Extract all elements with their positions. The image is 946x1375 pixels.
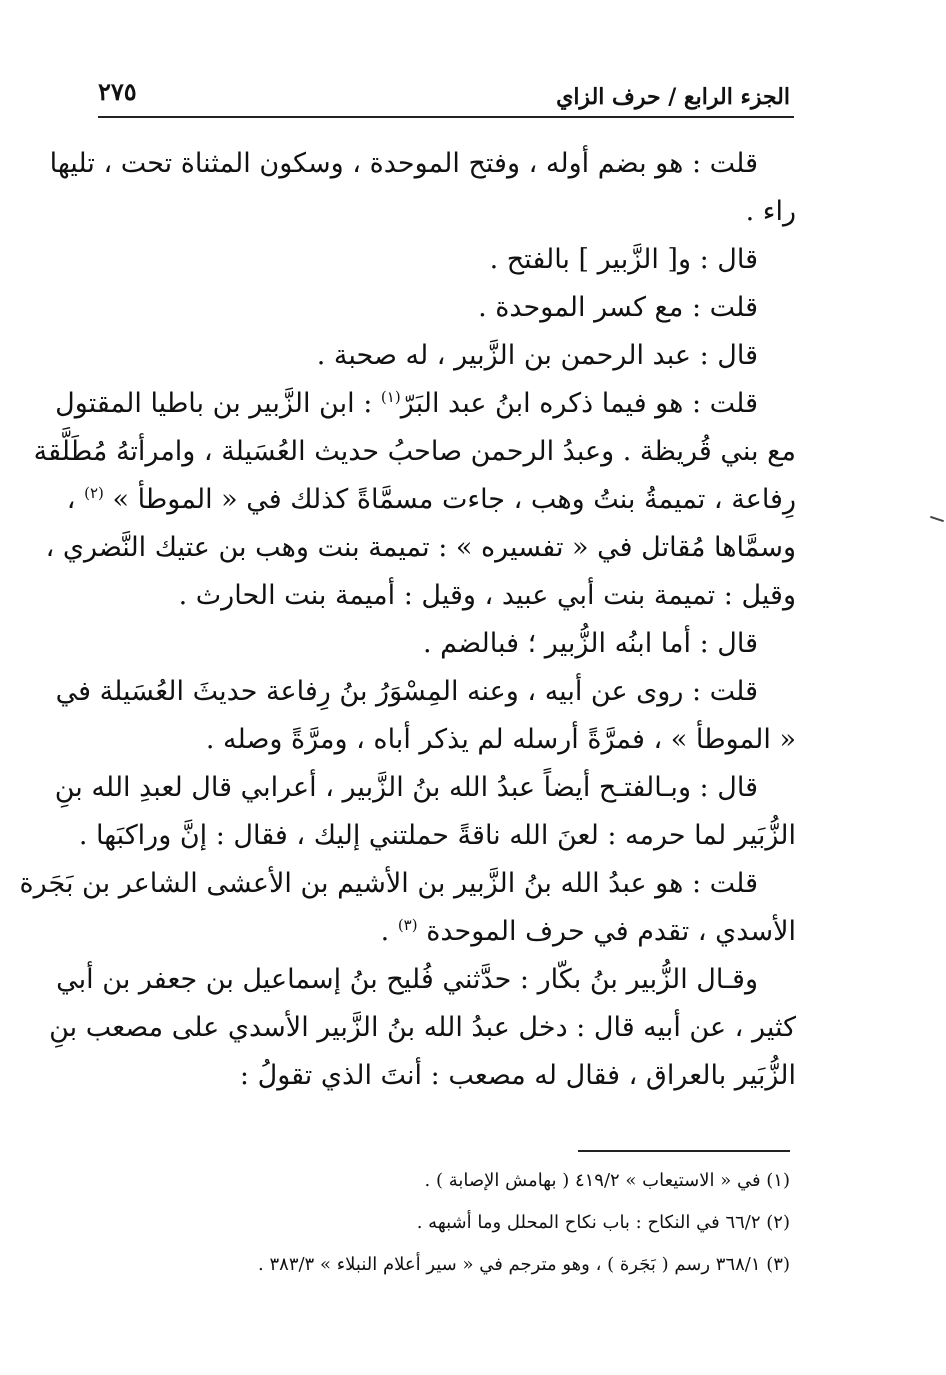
text-line: الزُّبَير لما حرمه : لعنَ الله ناقةً حملتني إليك ، فقال : إنَّ وراكبَها . <box>78 820 796 851</box>
text-line <box>66 476 796 524</box>
text-segment: قلت : هو فيما ذكره ابنُ عبد البَرّ <box>400 388 758 419</box>
text-segment: . <box>380 916 390 947</box>
text-line: كثير ، عن أبيه قال : دخل عبدُ الله بنُ الزَّبير الأسدي على مصعب بنِ <box>49 1012 796 1043</box>
text-line: « الموطأ » ، فمرَّةً أرسله لم يذكر أباه ، ومرَّةً وصله . <box>205 724 796 755</box>
page-number: ٢٧٥ <box>98 77 137 106</box>
text-line: قلت : هو بضم أوله ، وفتح الموحدة ، وسكون المثناة تحت ، تليها <box>49 148 758 179</box>
footnote: (٢) ٦٦/٢ في النكاح : باب نكاح المحلل وما أشبهه . <box>416 1212 790 1233</box>
text-line: راء . <box>745 196 796 227</box>
text-line: وقيل : تميمة بنت أبي عبيد ، وقيل : أميمة بنت الحارث . <box>178 580 796 611</box>
running-header <box>98 78 794 118</box>
main-text <box>19 140 796 1100</box>
header-title: الجزء الرابع / حرف الزاي <box>556 84 790 110</box>
text-line: قلت : مع كسر الموحدة . <box>478 292 758 323</box>
footnote-divider <box>578 1150 790 1152</box>
text-line: الزُّبَير بالعراق ، فقال له مصعب : أنتَ الذي تقولُ : <box>239 1060 796 1091</box>
text-line: وقـال الزُّبير بنُ بكّار : حدَّثني فُليح بنُ إسماعيل بن جعفر بن أبي <box>56 964 758 995</box>
footnote-ref: (٣) <box>397 916 418 934</box>
text-line <box>55 380 796 428</box>
text-line: مع بني قُريظة . وعبدُ الرحمن صاحبُ حديث العُسَيلة ، وامرأتهُ مُطَلَّقة <box>33 436 796 467</box>
footnote-ref: (٢) <box>84 484 104 502</box>
text-line: قال : عبد الرحمن بن الزَّبير ، له صحبة . <box>316 340 758 371</box>
text-line: قال : وبـالفتـح أيضاً عبدُ الله بنُ الزَّبير ، أعرابي قال لعبدِ الله بنِ <box>54 772 758 803</box>
text-line: قال : و[ الزَّبير ] بالفتح . <box>489 244 758 275</box>
footnote: (١) في « الاستيعاب » ٤١٩/٢ ( بهامش الإصابة ) . <box>424 1170 790 1191</box>
text-line: قلت : هو عبدُ الله بنُ الزَّبير بن الأشيم بن الأعشى الشاعر بن بَجَرة <box>19 868 758 899</box>
text-line: وسمَّاها مُقاتل في « تفسيره » : تميمة بنت وهب بن عتيك النَّضري ، <box>45 532 796 563</box>
footnotes <box>170 1160 790 1286</box>
text-segment: الأسدي ، تقدم في حرف الموحدة <box>426 916 796 947</box>
footnote: (٣) ٣٦٨/١ رسم ( بَجَرة ) ، وهو مترجم في « سير أعلام النبلاء » ٣٨٣/٣ . <box>258 1254 790 1275</box>
scan-mark <box>930 516 944 522</box>
text-segment: : ابن الزَّبير بن باطيا المقتول <box>55 388 373 419</box>
footnote-ref: (١) <box>380 388 401 406</box>
text-segment: رِفاعة ، تميمةُ بنتُ وهب ، جاءت مسمَّاةً كذلك في « الموطأ » <box>112 484 796 515</box>
text-segment: ، <box>66 484 76 515</box>
text-line: قلت : روى عن أبيه ، وعنه المِسْوَرُ بنُ رِفاعة حديثَ العُسَيلة في <box>55 676 758 707</box>
text-line: قال : أما ابنُه الزُّبير ؛ فبالضم . <box>423 628 758 659</box>
text-line <box>96 908 796 956</box>
